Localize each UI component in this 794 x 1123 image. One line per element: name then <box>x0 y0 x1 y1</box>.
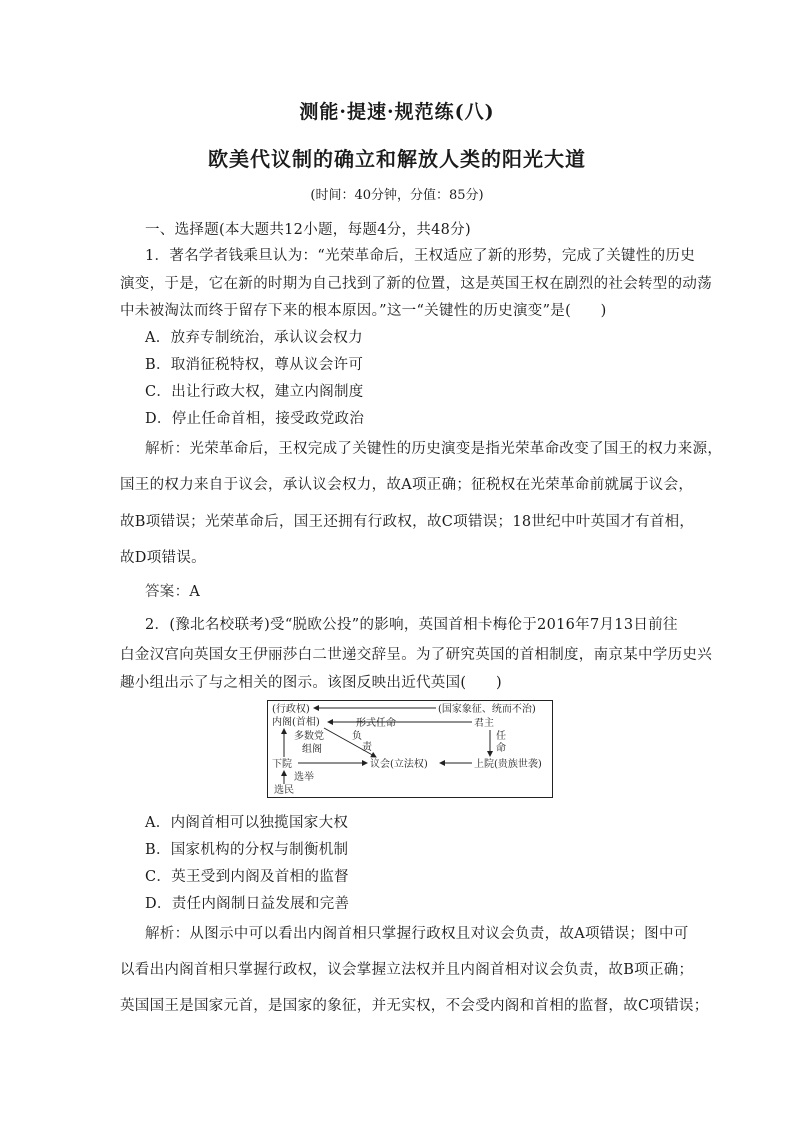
page-subtitle: 欧美代议制的确立和解放人类的阳光大道 <box>208 147 586 171</box>
diagram-commons: 下院 <box>272 759 292 770</box>
page-title: 测能·提速·规范练(八) <box>299 101 495 123</box>
diagram-executive: (行政权) <box>272 704 310 715</box>
diagram-appoint-2: 命 <box>496 743 506 754</box>
q1-option-c: C．出让行政大权，建立内阁制度 <box>145 384 364 400</box>
q1-stem-line-3: 中未被淘汰而终于留存下来的根本原因。”这一“关键性的历史演变”是( ) <box>120 303 607 319</box>
section-heading: 一、选择题(本大题共12小题，每题4分，共48分) <box>145 222 471 238</box>
q2-analysis-line-2: 以看出内阁首相只掌握行政权，议会掌握立法权并且内阁首相对议会负责，故B项正确； <box>120 962 694 978</box>
q1-option-a: A．放弃专制统治，承认议会权力 <box>145 330 363 346</box>
diagram-responsible-1: 负 <box>352 731 362 742</box>
q1-stem-line-1: 1．著名学者钱乘旦认为：“光荣革命后，王权适应了新的形势，完成了关键性的历史 <box>145 248 696 264</box>
exam-meta: (时间：40分钟，分值：85分) <box>310 188 484 203</box>
diagram-parliament: 议会(立法权) <box>370 759 428 770</box>
q2-analysis-line-3: 英国国王是国家元首，是国家的象征，并无实权，不会受内阁和首相的监督，故C项错误； <box>120 998 709 1014</box>
q2-stem-line-3: 趣小组出示了与之相关的图示。该图反映出近代英国( ) <box>120 675 502 691</box>
diagram-lords: 上院(贵族世袭) <box>474 759 542 770</box>
analysis-label: 解析： <box>145 926 190 942</box>
diagram-form-cabinet: 组阁 <box>302 744 322 755</box>
government-structure-diagram <box>267 700 553 798</box>
q1-analysis-text-1: 光荣革命后，王权完成了关键性的历史演变是指光荣革命改变了国王的权力来源， <box>189 441 723 457</box>
q2-option-d: D．责任内阁制日益发展和完善 <box>145 896 350 912</box>
diagram-voters: 选民 <box>274 785 294 796</box>
q2-option-c: C．英王受到内阁及首相的监督 <box>145 869 349 885</box>
diagram-majority-party: 多数党 <box>294 731 324 742</box>
diagram-cabinet: 内阁(首相) <box>272 717 320 728</box>
diagram-monarch: 君主 <box>474 718 494 729</box>
diagram-nominal: (国家象征、统而不治) <box>438 704 536 715</box>
q2-stem-line-2: 白金汉宫向英国女王伊丽莎白二世递交辞呈。为了研究英国的首相制度，南京某中学历史兴 <box>120 647 712 663</box>
analysis-label: 解析： <box>145 441 190 457</box>
q1-analysis-line-3: 故B项错误；光荣革命后，国王还拥有行政权，故C项错误；18世纪中叶英国才有首相， <box>120 514 695 530</box>
q1-answer: A <box>189 584 201 600</box>
q1-answer-line <box>145 580 200 601</box>
q2-analysis-line-1 <box>145 922 689 943</box>
diagram-formal-appoint: 形式任命 <box>356 718 396 729</box>
q2-stem-line-1: 2．(豫北名校联考)受“脱欧公投”的影响，英国首相卡梅伦于2016年7月13日前往 <box>145 617 678 633</box>
q1-option-b: B．取消征税特权，尊从议会许可 <box>145 357 364 373</box>
q2-analysis-text-1: 从图示中可以看出内阁首相只掌握行政权且对议会负责，故A项错误；图中可 <box>189 926 689 942</box>
q1-analysis-line-2: 国王的权力来自于议会，承认议会权力，故A项正确；征税权在光荣革命前就属于议会， <box>120 477 694 493</box>
q2-option-b: B．国家机构的分权与制衡机制 <box>145 842 349 858</box>
diagram-appoint-1: 任 <box>496 731 506 742</box>
q2-option-a: A．内阁首相可以独揽国家大权 <box>145 815 349 831</box>
diagram-elect: 选举 <box>294 772 314 783</box>
answer-label: 答案： <box>145 584 190 600</box>
q1-option-d: D．停止任命首相，接受政党政治 <box>145 411 365 427</box>
q1-analysis-line-1 <box>145 437 722 458</box>
q1-stem-line-2: 演变，于是，它在新的时期为自己找到了新的位置，这是英国王权在剧烈的社会转型的动荡 <box>120 276 712 292</box>
diagram-responsible-2: 责 <box>362 742 372 753</box>
q1-analysis-line-4: 故D项错误。 <box>120 550 206 566</box>
